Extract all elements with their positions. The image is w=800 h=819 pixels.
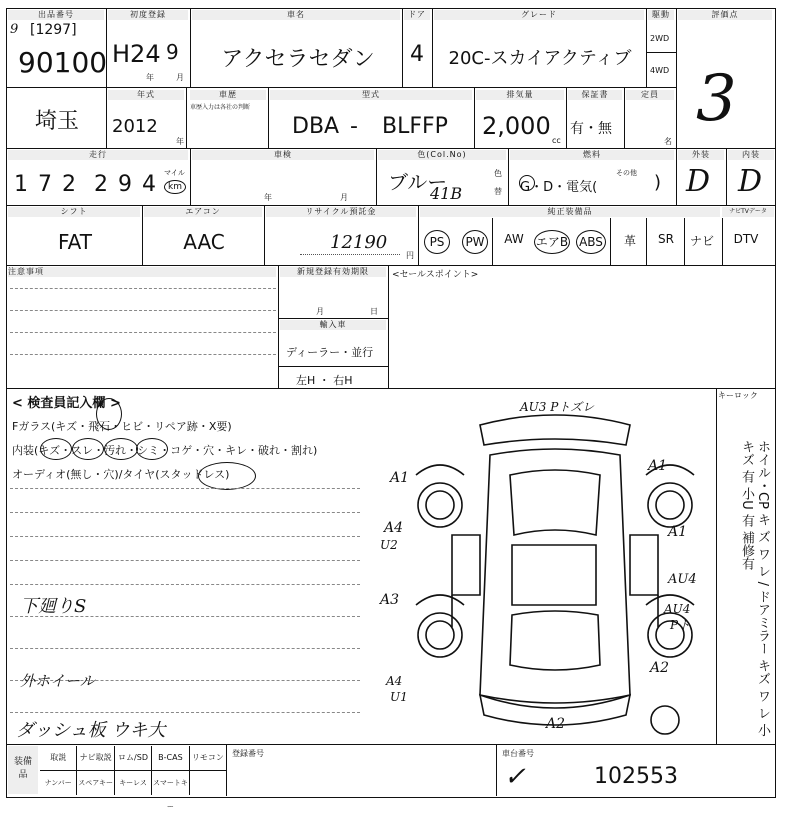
hand-note-undercarriage: 下廻りS xyxy=(20,596,87,617)
lot-prefix: 9 xyxy=(10,22,19,37)
rule xyxy=(376,148,377,205)
rule xyxy=(6,205,776,206)
option-leather: 革 xyxy=(623,234,636,248)
notes-line xyxy=(10,310,276,311)
equip-label-1: 装備 xyxy=(13,757,32,767)
inspector-audio-tire: オーディオ(無し・穴)/タイヤ(スタッドレス) xyxy=(12,468,230,481)
handle-side: 左H ・ 右H xyxy=(296,374,353,387)
option-ps: PS xyxy=(424,230,450,254)
diagram-top-note: AU3 Pトズレ xyxy=(520,400,595,414)
damage-mark: AU4 xyxy=(668,572,697,587)
rule xyxy=(646,8,647,88)
model-dash: - xyxy=(350,114,358,139)
reg-number-label: 登録番号 xyxy=(232,749,264,758)
car-name-label: 車名 xyxy=(192,10,400,20)
color-value: ブルー xyxy=(388,170,448,194)
recycle-label: リサイクル預託金 xyxy=(266,207,416,217)
color-change-1: 色 xyxy=(494,169,502,178)
rule xyxy=(278,366,388,367)
fuel-label: 燃料 xyxy=(510,150,674,160)
color-label: 色(Col.No) xyxy=(378,150,506,160)
equip-label xyxy=(8,746,38,794)
equip-item: B-CAS xyxy=(152,746,189,770)
equip-grid xyxy=(40,746,226,811)
rule xyxy=(492,218,493,265)
rule xyxy=(388,265,389,388)
dealer-parallel: ディーラー・並行 xyxy=(286,346,374,359)
shift-value: FAT xyxy=(57,230,92,254)
damage-mark: AU4 xyxy=(664,602,691,616)
equip-item: リモコン xyxy=(191,753,224,762)
color-code: 41B xyxy=(430,184,463,203)
grade-label: グレード xyxy=(434,10,644,20)
first-reg-era: H24 xyxy=(112,40,161,68)
inspector-line xyxy=(10,560,360,561)
rule xyxy=(726,148,727,205)
rule xyxy=(610,218,611,265)
option-pw: PW xyxy=(462,230,488,254)
rule xyxy=(624,88,625,148)
damage-mark: A1 xyxy=(648,458,668,474)
equip-item xyxy=(190,771,226,795)
drive-4wd: 4WD xyxy=(650,66,670,75)
rule xyxy=(566,88,567,148)
option-sunroof: SR xyxy=(658,232,674,246)
aircon-value: AAC xyxy=(183,230,225,254)
aircon-label: エアコン xyxy=(144,207,262,217)
damage-mark: A1 xyxy=(668,524,688,540)
hand-note-wheel: 外ホイール xyxy=(20,672,95,690)
lot-sub-number: [1297] xyxy=(30,22,77,38)
rule xyxy=(508,148,509,205)
inspection-month-unit: 月 xyxy=(340,193,348,202)
circle-mark xyxy=(40,438,72,460)
rule xyxy=(278,318,388,319)
drive-label: 駆動 xyxy=(648,10,674,20)
option-abs: ABS xyxy=(576,230,606,254)
option-navi: ナビ xyxy=(689,234,714,248)
displacement-value: 2,000 xyxy=(482,112,551,140)
damage-mark: A4 xyxy=(386,674,403,688)
chassis-number: 102553 xyxy=(594,764,678,789)
notes-line xyxy=(10,354,276,355)
rule xyxy=(268,88,269,148)
option-aw: AW xyxy=(504,232,524,246)
rule xyxy=(190,8,191,88)
inspector-line xyxy=(10,712,360,713)
year-label: 年式 xyxy=(108,90,184,100)
fuel-other: その他 xyxy=(616,169,637,177)
mileage-label: 走行 xyxy=(8,150,188,160)
fuel-value: G・D・電気( xyxy=(520,180,598,195)
rule xyxy=(6,148,676,149)
mileage-digit: 4 xyxy=(142,172,156,197)
inspection-label: 車検 xyxy=(192,150,374,160)
yen-unit: 円 xyxy=(406,251,414,260)
exterior-label: 外装 xyxy=(678,150,724,160)
rule xyxy=(496,744,497,796)
rule xyxy=(474,88,475,148)
circle-mark xyxy=(96,398,122,430)
damage-mark: A2 xyxy=(546,716,566,732)
drive-2wd: 2WD xyxy=(650,34,670,43)
inspector-line xyxy=(10,488,360,489)
shift-label: シフト xyxy=(8,207,140,217)
fuel-gas-circle xyxy=(519,175,535,191)
option-airbag: エアB xyxy=(534,230,570,254)
inspector-line xyxy=(10,536,360,537)
rule xyxy=(722,218,723,265)
first-reg-month: 9 xyxy=(166,40,179,64)
mileage-digit: 7 xyxy=(38,172,52,197)
chassis-label: 車台番号 xyxy=(502,749,534,758)
rule xyxy=(646,218,647,265)
year-value-unit: 年 xyxy=(176,137,184,146)
damage-mark: U2 xyxy=(380,538,398,552)
navi-tv-label: ナビTVデータ xyxy=(722,207,774,217)
model-year-note: 車歴入力は各社の判断 xyxy=(190,104,251,111)
drive-divider xyxy=(646,52,676,53)
import-label: 輸入車 xyxy=(280,320,386,330)
grade: 20C-スカイアクティブ xyxy=(448,48,632,69)
notes-line xyxy=(10,288,276,289)
warranty-value: 有・無 xyxy=(570,121,612,137)
recycle-underline xyxy=(300,254,400,255)
model-code-label: 型式 xyxy=(270,90,472,100)
interior-label: 内装 xyxy=(728,150,774,160)
mileage-digit: 1 xyxy=(14,172,28,197)
damage-mark: A4 xyxy=(384,520,404,536)
inspection-year-unit: 年 xyxy=(264,193,272,202)
exterior-grade: D xyxy=(686,164,711,199)
model-year-label: 車歴 xyxy=(190,90,266,100)
month-unit: 月 xyxy=(176,73,184,82)
equip-item: スマートキー xyxy=(152,771,189,795)
rule xyxy=(186,88,187,148)
rule xyxy=(6,265,776,266)
equip-item: ナンバー xyxy=(40,771,77,795)
inspector-line xyxy=(10,512,360,513)
circle-mark xyxy=(104,438,138,460)
circle-mark xyxy=(198,462,256,490)
score-value: 3 xyxy=(696,62,737,136)
expiry-day: 日 xyxy=(370,307,378,316)
sales-point-label: <セールスポイント> xyxy=(392,270,479,280)
rule xyxy=(676,8,677,205)
equip-item: ロム/SD xyxy=(115,746,152,770)
region-value: 埼玉 xyxy=(34,109,79,134)
score-label: 評価点 xyxy=(678,10,772,20)
chassis-check: ✓ xyxy=(504,762,526,792)
rule xyxy=(190,148,191,205)
year-unit: 年 xyxy=(146,73,154,82)
rule xyxy=(6,744,776,745)
mileage-digit: 2 xyxy=(94,172,108,197)
rule xyxy=(226,744,227,796)
door-label: ドア xyxy=(404,10,430,20)
inspector-title: < 検査員記入欄 > xyxy=(12,396,121,411)
rule xyxy=(418,205,419,265)
side-legend-text: ホイル・CP キ ズ ワ レ / ドアミラー キズ ワ レ 小キズ 有 小U 有 補修有 xyxy=(739,440,770,737)
rule xyxy=(716,388,717,744)
year-value: 2012 xyxy=(112,116,158,137)
equip-item: 取説 xyxy=(40,746,77,770)
car-diagram xyxy=(400,395,710,740)
damage-mark: A2 xyxy=(650,660,670,676)
rule xyxy=(264,205,265,265)
rule xyxy=(278,265,279,388)
options-label: 純正装備品 xyxy=(420,207,720,217)
damage-mark: Pト xyxy=(670,618,691,632)
rule xyxy=(684,218,685,265)
inspector-line xyxy=(10,584,360,585)
color-change-2: 替 xyxy=(494,187,502,196)
model-code: BLFFP xyxy=(382,114,448,139)
damage-mark: A1 xyxy=(390,470,410,486)
mileage-unit-mile: マイル xyxy=(164,169,185,177)
hand-note-dash: ダッシュ板 ウキ大 xyxy=(16,720,166,741)
car-name: アクセラセダン xyxy=(221,47,375,72)
capacity-unit: 名 xyxy=(664,137,672,146)
model-prefix: DBA xyxy=(292,114,340,139)
circle-mark xyxy=(136,438,168,460)
inspector-interior: 内装(キズ・スレ・汚れ・シミ・コゲ・穴・キレ・破れ・割れ) xyxy=(12,444,318,457)
side-legend-title: キーロック xyxy=(718,391,758,400)
rule xyxy=(142,205,143,265)
expiry-label: 新規登録有効期限 xyxy=(280,267,386,277)
rule xyxy=(6,388,776,389)
option-dtv: DTV xyxy=(733,232,759,246)
mileage-unit-km: km xyxy=(164,180,186,194)
rule xyxy=(432,8,433,88)
lot-number: 90100 xyxy=(18,46,108,79)
fuel-close: ) xyxy=(654,172,662,193)
rule xyxy=(402,8,403,88)
damage-mark: U1 xyxy=(390,690,408,704)
recycle-value: 12190 xyxy=(330,232,388,253)
door-count: 4 xyxy=(410,42,424,67)
mileage-digit: 9 xyxy=(118,172,132,197)
damage-mark: A3 xyxy=(380,592,400,608)
expiry-month: 月 xyxy=(316,307,324,316)
cc-unit: cc xyxy=(552,136,561,145)
first-reg-label: 初度登録 xyxy=(108,10,188,20)
interior-grade: D xyxy=(738,164,763,199)
equip-item: スペアキー xyxy=(77,771,114,795)
equip-item: ナビ取説 xyxy=(77,746,114,770)
warranty-label: 保証書 xyxy=(568,90,622,100)
inspector-windshield: Fガラス(キズ・飛石・ヒビ・リペア跡・X要) xyxy=(12,420,232,433)
notes-line xyxy=(10,332,276,333)
capacity-label: 定員 xyxy=(626,90,674,100)
notes-label: 注意事項 xyxy=(8,267,276,277)
inspector-line xyxy=(10,648,360,649)
mileage-digit: 2 xyxy=(62,172,76,197)
displacement-label: 排気量 xyxy=(476,90,564,100)
lot-number-label: 出品番号 xyxy=(8,10,104,20)
equip-label-2: 品 xyxy=(18,770,28,780)
circle-mark xyxy=(72,438,104,460)
equip-item: キーレス xyxy=(115,771,152,795)
